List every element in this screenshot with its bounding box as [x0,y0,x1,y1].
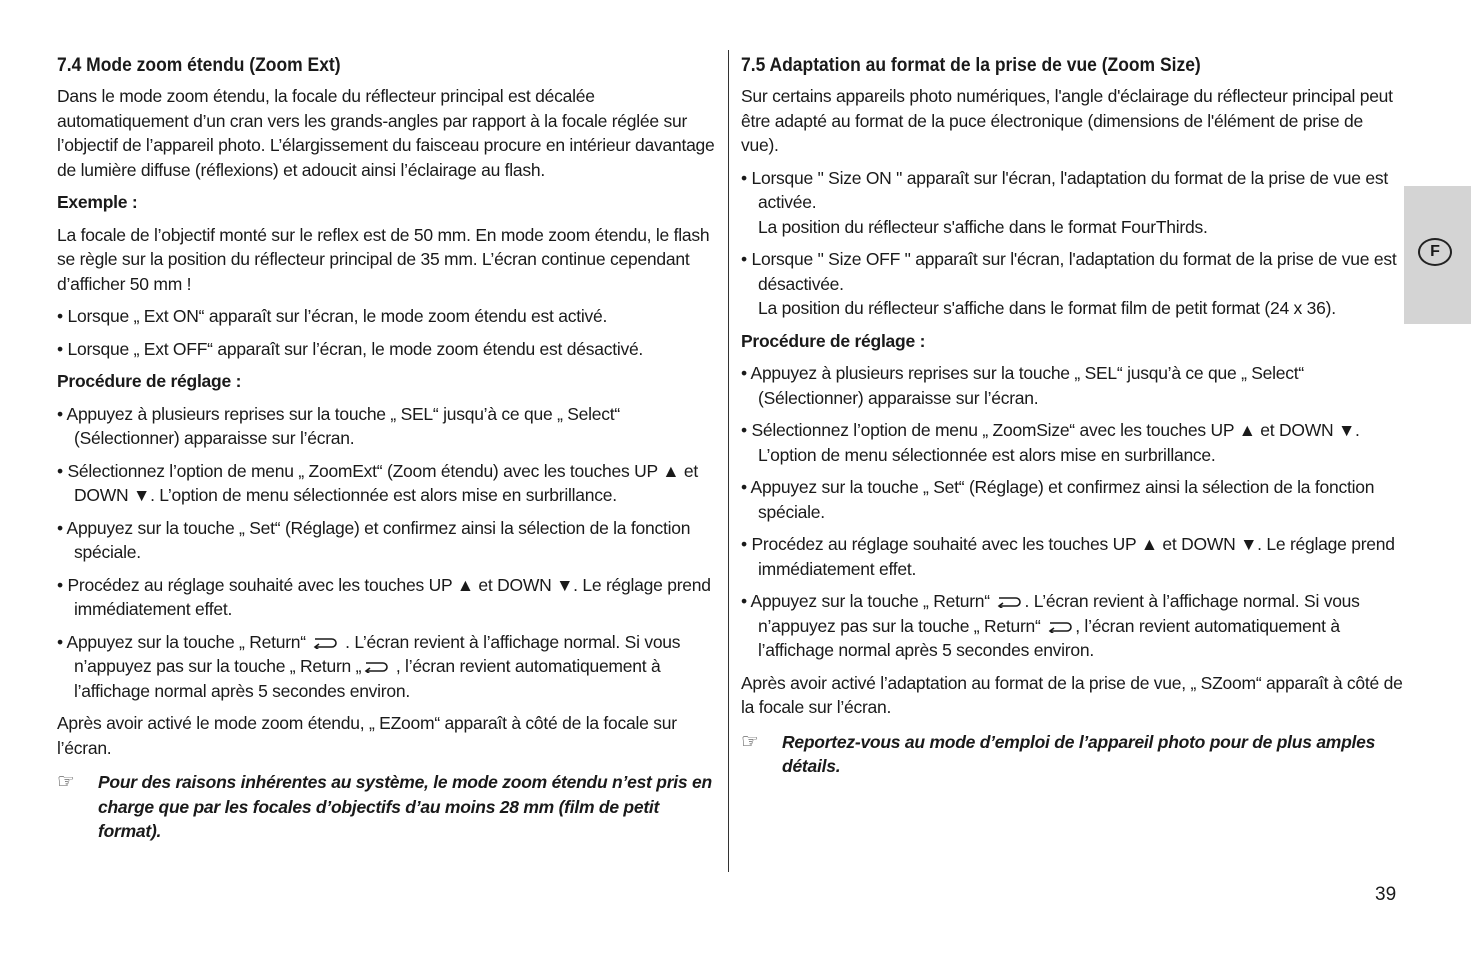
note-text: Reportez-vous au mode d’emploi de l’appareil photo pour de plus amples détails. [782,731,1376,776]
return-arrow-icon [312,635,338,649]
bullet-size-on-text: • Lorsque " Size ON " apparaît sur l'écran, l'adaptation du format de la prise de vue est activée. [741,167,1388,212]
return-arrow-icon [996,594,1022,608]
step-5-part-c: , l’écran revient automatiquement à l’affichage normal après 5 secondes environ. [74,656,661,701]
bullet-ext-off: • Lorsque „ Ext OFF“ apparaît sur l’écran, le mode zoom étendu est désactivé. [57,338,644,359]
bullet-size-on [741,166,1403,240]
note [57,770,717,844]
note [741,730,1403,779]
intro-paragraph: Sur certains appareils photo numériques, l'angle d'éclairage du réflecteur principal peut être adapté au format de la puce électronique (dimensions de l'élément de prise de vue). [741,86,1393,155]
step-4: • Procédez au réglage souhaité avec les touches UP ▲ et DOWN ▼. Le réglage prend immédiatement effet. [57,574,711,619]
section-zoom-size [741,52,1403,787]
step-4: • Procédez au réglage souhaité avec les touches UP ▲ et DOWN ▼. Le réglage prend immédiatement effet. [741,534,1395,579]
step-3: • Appuyez sur la touche „ Set“ (Réglage) et confirmez ainsi la sélection de la fonction spéciale. [57,517,691,562]
step-2: • Sélectionnez l’option de menu „ ZoomExt“ (Zoom étendu) avec les touches UP ▲ et DOWN ▼. L’option de menu sélectionnée est alors mise en surbrillance. [57,460,698,505]
return-arrow-icon [1047,619,1073,633]
step-2: • Sélectionnez l’option de menu „ ZoomSize“ avec les touches UP ▲ et DOWN ▼. L’option de menu sélectionnée est alors mise en surbrillance. [741,420,1360,465]
step-1: • Appuyez à plusieurs reprises sur la touche „ SEL“ jusqu’à ce que „ Select“ (Sélectionner) apparaisse sur l’écran. [741,363,1304,408]
example-paragraph: La focale de l’objectif monté sur le reflex est de 50 mm. En mode zoom étendu, le flash se règle sur la position du réflecteur principal de 35 mm. L’écran continue cependant d’afficher 50 mm ! [57,224,710,294]
return-arrow-icon [363,659,389,673]
after-paragraph: Après avoir activé l’adaptation au format de la prise de vue, „ SZoom“ apparaît à côté de la focale sur l’écran. [741,672,1403,717]
column-divider [728,50,729,872]
pointing-hand-icon: ☞ [57,771,75,793]
section-title: 7.5 Adaptation au format de la prise de vue (Zoom Size) [741,55,1201,76]
bullet-size-on-detail: La position du réflecteur s'affiche dans le format FourThirds. [758,216,1208,237]
intro-paragraph: Dans le mode zoom étendu, la focale du réflecteur principal est décalée automatiquement d’un cran vers les grands-angles par rapport à la focale réglée sur l’objectif de l’appareil photo. L’élargissement du faisceau procure en intérieur davantage de lumière diffuse (réflexions) et adoucit ainsi l’éclairage au flash. [57,86,715,180]
step-5-part-b: . L’écran revient à l’affichage normal. Si vous n’appuyez pas sur la touche „ Return“ [758,591,1360,636]
bullet-ext-on: • Lorsque „ Ext ON“ apparaît sur l’écran, le mode zoom étendu est activé. [57,306,608,326]
step-1: • Appuyez à plusieurs reprises sur la touche „ SEL“ jusqu’à ce que „ Select“ (Sélectionner) apparaisse sur l’écran. [57,403,620,448]
after-paragraph: Après avoir activé le mode zoom étendu, „ EZoom“ apparaît à côté de la focale sur l’écran. [57,713,677,758]
step-5 [57,630,717,704]
step-5-part-a: • Appuyez sur la touche „ Return“ [741,591,990,611]
bullet-size-off-detail: La position du réflecteur s'affiche dans le format film de petit format (24 x 36). [758,298,1336,318]
bullet-size-off [741,247,1403,321]
step-5 [741,589,1403,663]
step-5-part-c: , l’écran revient automatiquement à l’affichage normal après 5 secondes environ. [758,615,1340,660]
step-3: • Appuyez sur la touche „ Set“ (Réglage) et confirmez ainsi la sélection de la fonction spéciale. [741,477,1375,522]
bullet-size-off-text: • Lorsque " Size OFF " apparaît sur l'écran, l'adaptation du format de la prise de vue est désactivée. [741,249,1397,294]
section-zoom-ext [57,52,717,852]
procedure-heading: Procédure de réglage : [57,371,242,391]
example-heading: Exemple : [57,192,138,212]
section-title: 7.4 Mode zoom étendu (Zoom Ext) [57,55,341,76]
step-5-part-a: • Appuyez sur la touche „ Return“ [57,631,306,652]
step-5-part-b: . L’écran revient à l’affichage normal. Si vous n’appuyez pas sur la touche „ Return „ [74,631,681,676]
language-tab-label: F [1418,238,1452,266]
page-number: 39 [1375,884,1397,905]
language-tab [1404,186,1471,324]
pointing-hand-icon: ☞ [741,730,759,753]
procedure-heading: Procédure de réglage : [741,330,926,351]
note-text: Pour des raisons inhérentes au système, le mode zoom étendu n’est pris en charge que par les focales d’objectifs d’au moins 28 mm (film de petit format). [98,772,712,841]
